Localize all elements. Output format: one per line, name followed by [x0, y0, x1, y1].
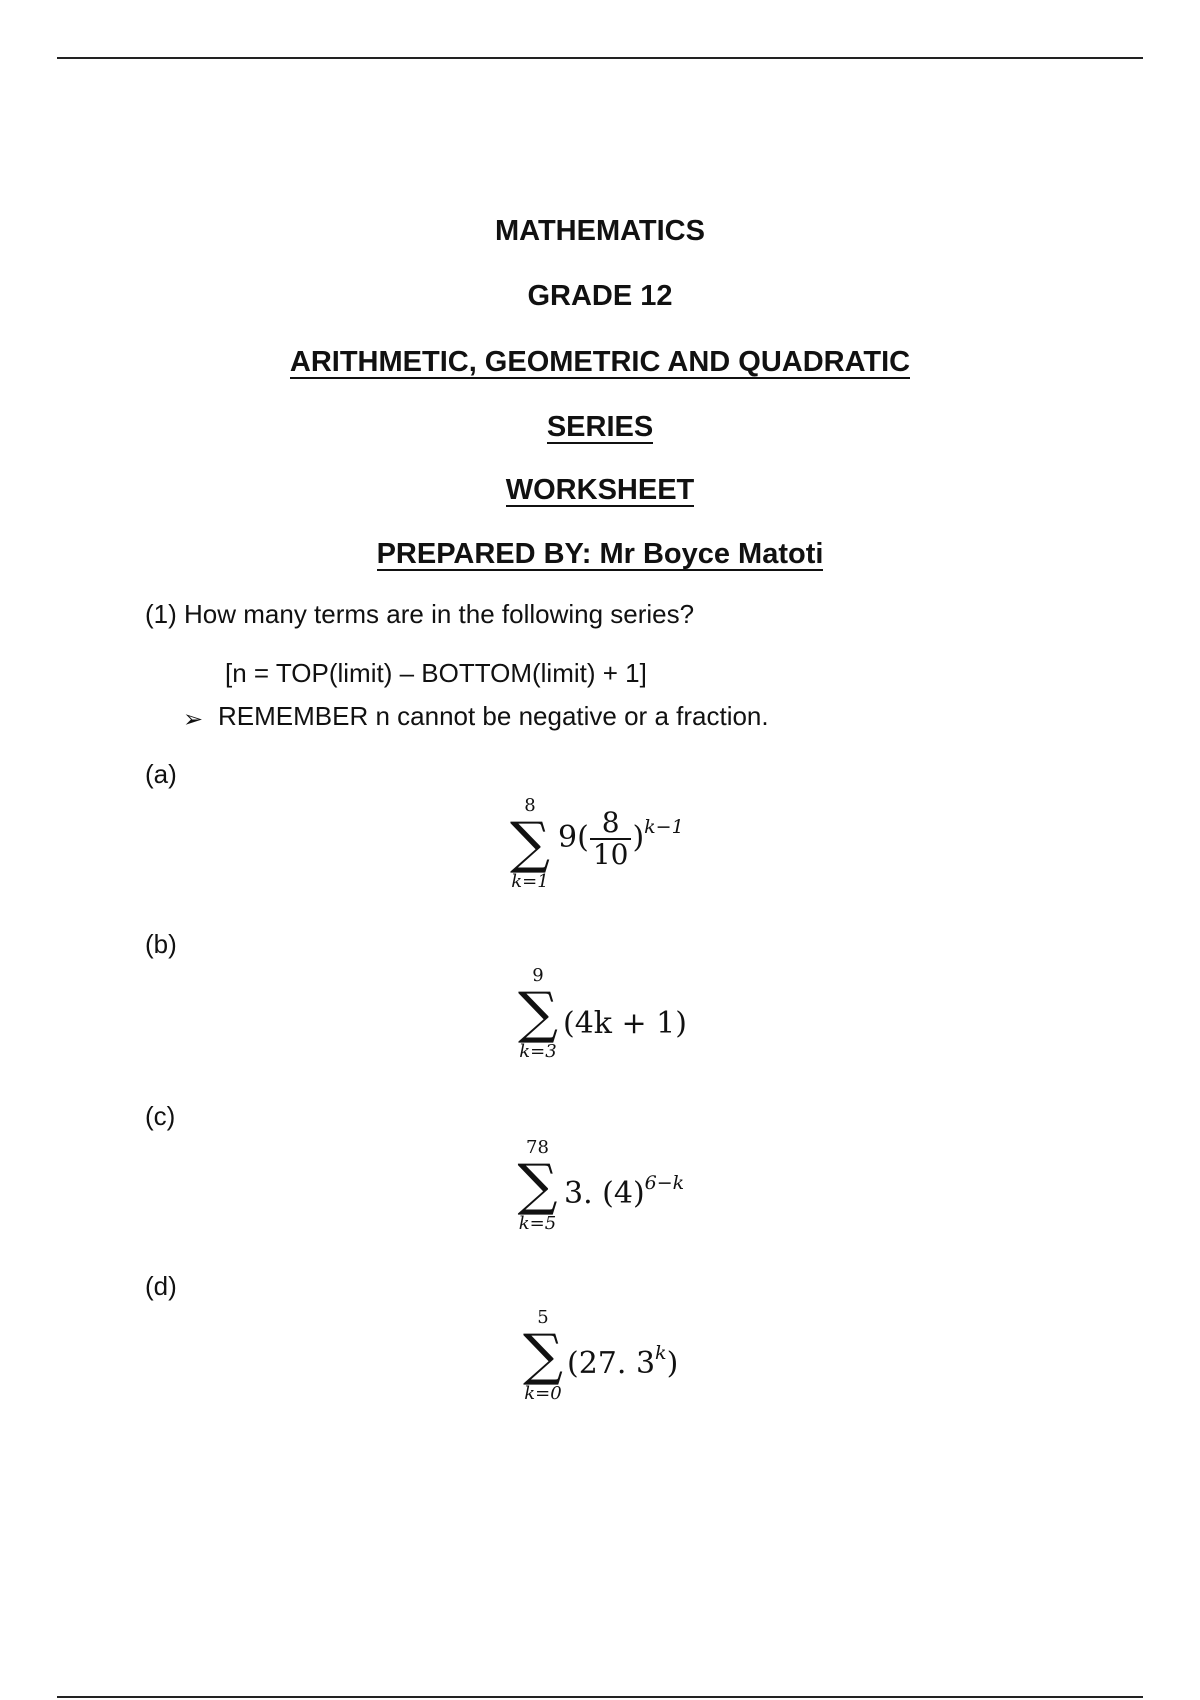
part-a-exponent: k−1	[644, 816, 684, 838]
topic-heading-line2: SERIES	[546, 411, 654, 443]
sigma-icon: ∑	[523, 1323, 563, 1388]
part-c-label: (c)	[145, 1101, 176, 1131]
part-a-label: (a)	[145, 759, 177, 789]
topic-heading-line1: ARITHMETIC, GEOMETRIC AND QUADRATIC	[289, 346, 911, 378]
grade-heading: GRADE 12	[527, 280, 673, 312]
worksheet-heading: WORKSHEET	[505, 474, 695, 506]
part-c-base: 3. (4)	[564, 1176, 645, 1211]
part-d-sigma	[518, 1308, 568, 1404]
reminder-note: REMEMBER n cannot be negative or a fraction.	[218, 701, 769, 731]
part-a-upper-limit: 8	[524, 795, 536, 816]
part-c-sigma	[510, 1138, 565, 1234]
part-a-lower-limit: k=1	[511, 871, 549, 892]
author-heading: PREPARED BY: Mr Boyce Matoti	[376, 538, 824, 570]
part-a-sigma	[505, 796, 555, 892]
part-b-lower-limit: k=3	[519, 1041, 557, 1062]
part-d-base-open: (27. 3	[567, 1346, 656, 1381]
bottom-rule	[57, 1696, 1143, 1698]
part-d-base-close: )	[666, 1346, 679, 1381]
part-b-upper-limit: 9	[532, 965, 544, 986]
part-c-lower-limit: k=5	[518, 1213, 557, 1234]
part-b-label: (b)	[145, 929, 177, 959]
part-a-fraction: $\frac{8}{10}$	[590, 808, 632, 870]
sigma-icon: ∑	[518, 981, 558, 1046]
part-a-expression: 9( $\frac{8}{10}$ )$^{k-1}$	[558, 806, 684, 871]
sigma-icon: ∑	[510, 811, 550, 876]
question-1-prompt: (1) How many terms are in the following series?	[145, 599, 695, 629]
part-c-exponent: 6−k	[644, 1172, 685, 1194]
subject-heading: MATHEMATICS	[495, 215, 705, 247]
arrow-bullet-icon: ➢	[183, 705, 204, 733]
part-c-expression	[564, 1172, 685, 1212]
part-a-coefficient: 9	[558, 820, 578, 855]
part-b-expression: (4k + 1)	[563, 1006, 687, 1041]
top-rule	[57, 57, 1143, 59]
part-d-label: (d)	[145, 1271, 177, 1301]
part-d-lower-limit: k=0	[524, 1383, 562, 1404]
term-count-formula: [n = TOP(limit) – BOTTOM(limit) + 1]	[225, 658, 647, 688]
part-b-sigma	[513, 966, 563, 1062]
sigma-icon: ∑	[517, 1153, 558, 1218]
part-d-expression	[567, 1342, 679, 1382]
part-c-upper-limit: 78	[526, 1137, 549, 1158]
part-d-upper-limit: 5	[537, 1307, 549, 1328]
part-d-exponent: k	[655, 1342, 667, 1364]
